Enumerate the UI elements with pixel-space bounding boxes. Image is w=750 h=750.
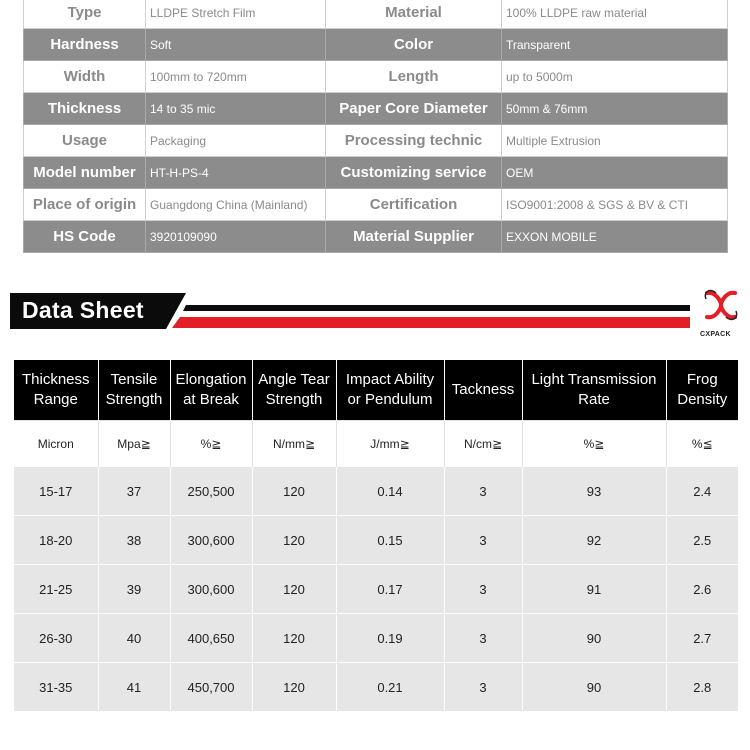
spec-value: LLDPE Stretch Film bbox=[146, 0, 326, 29]
table-cell: 3 bbox=[444, 467, 522, 516]
table-row bbox=[14, 614, 738, 663]
spec-label: Width bbox=[24, 61, 146, 93]
spec-row bbox=[24, 221, 728, 253]
table-cell: 37 bbox=[98, 467, 170, 516]
column-header bbox=[336, 360, 444, 421]
unit-cell: J/mm≧ bbox=[336, 421, 444, 467]
table-cell: 21-25 bbox=[14, 565, 98, 614]
spec-value: up to 5000m bbox=[502, 61, 728, 93]
spec-table-body bbox=[24, 0, 728, 253]
spec-label: Processing technic bbox=[326, 125, 502, 157]
table-cell: 3 bbox=[444, 516, 522, 565]
table-cell: 2.6 bbox=[666, 565, 738, 614]
cxpack-logo-icon bbox=[705, 291, 736, 320]
spec-value: Packaging bbox=[146, 125, 326, 157]
table-cell: 0.17 bbox=[336, 565, 444, 614]
cxpack-logo-text: CXPACK bbox=[700, 331, 731, 338]
spec-value: Transparent bbox=[502, 29, 728, 61]
spec-label: Usage bbox=[24, 125, 146, 157]
spec-value: EXXON MOBILE bbox=[502, 221, 728, 253]
table-cell: 120 bbox=[252, 516, 336, 565]
table-cell: 90 bbox=[522, 663, 666, 712]
spec-row bbox=[24, 61, 728, 93]
table-cell: 41 bbox=[98, 663, 170, 712]
table-cell: 92 bbox=[522, 516, 666, 565]
table-cell: 120 bbox=[252, 467, 336, 516]
spec-label: Model number bbox=[24, 157, 146, 189]
table-cell: 120 bbox=[252, 614, 336, 663]
spec-value: OEM bbox=[502, 157, 728, 189]
table-cell: 91 bbox=[522, 565, 666, 614]
column-header-line: Strength bbox=[105, 391, 163, 408]
column-header bbox=[444, 360, 522, 421]
table-cell: 18-20 bbox=[14, 516, 98, 565]
unit-cell: %≧ bbox=[170, 421, 252, 467]
column-header-line: Elongation bbox=[175, 371, 247, 388]
unit-cell: Mpa≧ bbox=[98, 421, 170, 467]
table-cell: 0.19 bbox=[336, 614, 444, 663]
table-cell: 3 bbox=[444, 614, 522, 663]
column-header-line: or Pendulum bbox=[347, 391, 433, 408]
column-header-line: Strength bbox=[265, 391, 323, 408]
banner-red-stripe bbox=[172, 317, 690, 328]
banner-black-stripe bbox=[183, 305, 690, 311]
table-row bbox=[14, 663, 738, 712]
spec-value: 100mm to 720mm bbox=[146, 61, 326, 93]
spec-value: HT-H-PS-4 bbox=[146, 157, 326, 189]
spec-row bbox=[24, 0, 728, 29]
unit-cell: N/mm≧ bbox=[252, 421, 336, 467]
spec-label: HS Code bbox=[24, 221, 146, 253]
table-cell: 400,650 bbox=[170, 614, 252, 663]
table-cell: 26-30 bbox=[14, 614, 98, 663]
column-header-line: Light Transmission bbox=[531, 371, 657, 388]
spec-value: 3920109090 bbox=[146, 221, 326, 253]
column-header-line: Tackness bbox=[451, 381, 515, 398]
spec-label: Color bbox=[326, 29, 502, 61]
spec-label: Material bbox=[326, 0, 502, 29]
spec-row bbox=[24, 189, 728, 221]
table-cell: 3 bbox=[444, 663, 522, 712]
spec-label: Certification bbox=[326, 189, 502, 221]
table-cell: 90 bbox=[522, 614, 666, 663]
table-cell: 15-17 bbox=[14, 467, 98, 516]
spec-value: Multiple Extrusion bbox=[502, 125, 728, 157]
data-table-header bbox=[14, 360, 738, 421]
spec-label: Customizing service bbox=[326, 157, 502, 189]
spec-label: Material Supplier bbox=[326, 221, 502, 253]
unit-cell: %≧ bbox=[522, 421, 666, 467]
spec-value: 100% LLDPE raw material bbox=[502, 0, 728, 29]
column-header bbox=[522, 360, 666, 421]
table-cell: 250,500 bbox=[170, 467, 252, 516]
column-header bbox=[666, 360, 738, 421]
data-table-body bbox=[14, 421, 738, 712]
table-cell: 2.5 bbox=[666, 516, 738, 565]
product-spec-table bbox=[23, 0, 728, 253]
spec-label: Thickness bbox=[24, 93, 146, 125]
data-sheet-table bbox=[14, 360, 738, 711]
table-cell: 120 bbox=[252, 663, 336, 712]
column-header-line: Angle Tear bbox=[258, 371, 330, 388]
spec-value: 50mm & 76mm bbox=[502, 93, 728, 125]
spec-value: Guangdong China (Mainland) bbox=[146, 189, 326, 221]
table-cell: 450,700 bbox=[170, 663, 252, 712]
spec-row bbox=[24, 93, 728, 125]
table-cell: 39 bbox=[98, 565, 170, 614]
column-header-line: Tensile bbox=[110, 371, 158, 388]
spec-label: Place of origin bbox=[24, 189, 146, 221]
table-cell: 2.8 bbox=[666, 663, 738, 712]
spec-label: Hardness bbox=[24, 29, 146, 61]
column-header-line: Density bbox=[677, 391, 728, 408]
spec-label: Length bbox=[326, 61, 502, 93]
column-header bbox=[252, 360, 336, 421]
column-header-line: Range bbox=[33, 391, 78, 408]
table-cell: 0.14 bbox=[336, 467, 444, 516]
column-header-line: Frog bbox=[686, 371, 718, 388]
table-cell: 300,600 bbox=[170, 516, 252, 565]
unit-cell: N/cm≧ bbox=[444, 421, 522, 467]
column-header bbox=[170, 360, 252, 421]
column-header-line: Impact Ability bbox=[345, 371, 435, 388]
spec-label: Paper Core Diameter bbox=[326, 93, 502, 125]
table-cell: 120 bbox=[252, 565, 336, 614]
units-row bbox=[14, 421, 738, 467]
spec-row bbox=[24, 29, 728, 61]
data-sheet-title: Data Sheet bbox=[22, 297, 144, 323]
table-cell: 38 bbox=[98, 516, 170, 565]
table-cell: 0.21 bbox=[336, 663, 444, 712]
spec-value: 14 to 35 mic bbox=[146, 93, 326, 125]
table-cell: 40 bbox=[98, 614, 170, 663]
table-row bbox=[14, 467, 738, 516]
column-header-line: Rate bbox=[578, 391, 610, 408]
spec-label: Type bbox=[24, 0, 146, 29]
table-cell: 2.4 bbox=[666, 467, 738, 516]
table-row bbox=[14, 516, 738, 565]
column-header-line: Thickness bbox=[21, 371, 90, 388]
column-header bbox=[98, 360, 170, 421]
table-cell: 2.7 bbox=[666, 614, 738, 663]
table-row bbox=[14, 565, 738, 614]
column-header-line: at Break bbox=[183, 391, 239, 408]
table-cell: 93 bbox=[522, 467, 666, 516]
unit-cell: %≦ bbox=[666, 421, 738, 467]
table-cell: 31-35 bbox=[14, 663, 98, 712]
table-cell: 300,600 bbox=[170, 565, 252, 614]
column-header bbox=[14, 360, 98, 421]
spec-row bbox=[24, 125, 728, 157]
table-cell: 3 bbox=[444, 565, 522, 614]
unit-cell: Micron bbox=[14, 421, 98, 467]
spec-value: Soft bbox=[146, 29, 326, 61]
spec-row bbox=[24, 157, 728, 189]
table-cell: 0.15 bbox=[336, 516, 444, 565]
spec-value: ISO9001:2008 & SGS & BV & CTI bbox=[502, 189, 728, 221]
